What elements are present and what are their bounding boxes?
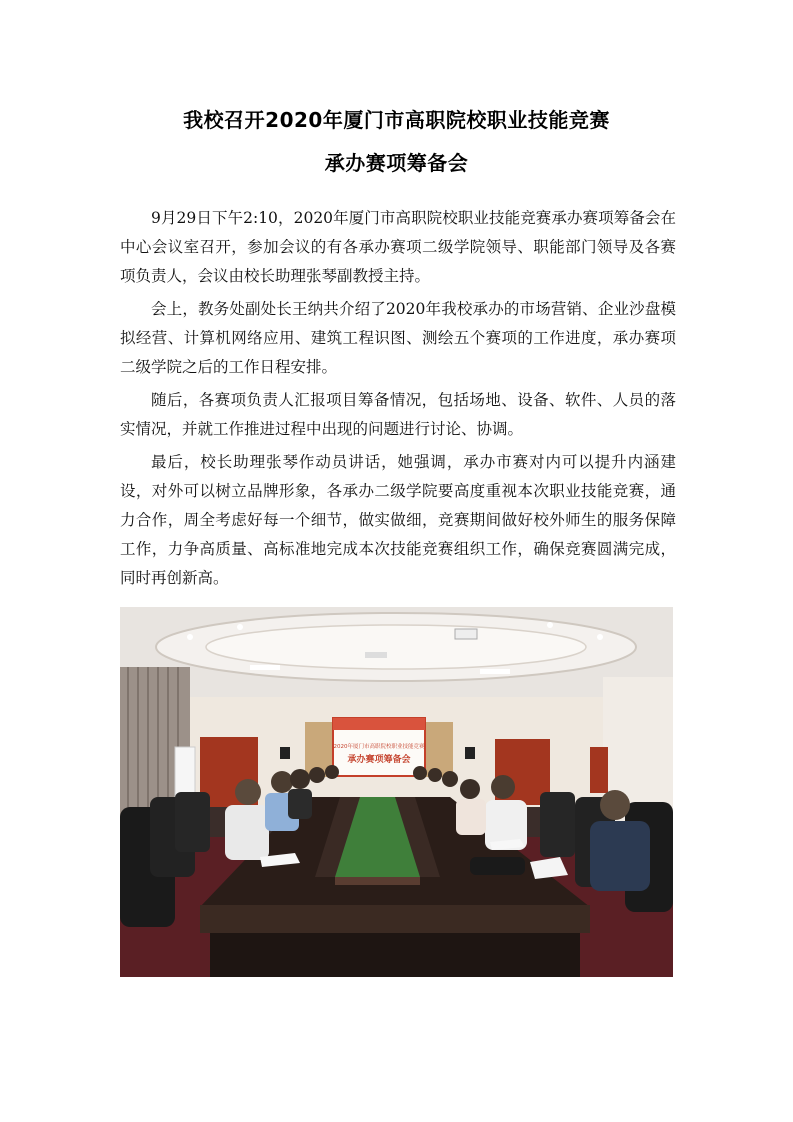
document-title-line2: 承办赛项筹备会: [324, 151, 469, 175]
screen-text-line2: 承办赛项筹备会: [347, 755, 411, 765]
paragraph-1: 9月29日下午2:10，2020年厦门市高职院校职业技能竞赛承办赛项筹备会在中心会议室召开，参加会议的有各承办赛项二级学院领导、职能部门领导及各赛项负责人，会议由校长助理张琴副教授主持。: [120, 209, 676, 285]
document-title-line1: 我校召开2020年厦门市高职院校职业技能竞赛: [183, 108, 610, 132]
article-body: [120, 204, 676, 597]
paragraph-3: 随后，各赛项负责人汇报项目筹备情况，包括场地、设备、软件、人员的落实情况，并就工作推进过程中出现的问题进行讨论、协调。: [120, 391, 676, 438]
meeting-photo: [120, 607, 673, 977]
screen-text-line1: 2020年厦门市高职院校职业技能竞赛: [333, 744, 425, 750]
paragraph-4: 最后，校长助理张琴作动员讲话，她强调，承办市赛对内可以提升内涵建设，对外可以树立品牌形象，各承办二级学院要高度重视本次职业技能竞赛，通力合作，周全考虑好每一个细节，做实做细，竞赛期间做好校外师生的服务保障工作，力争高质量、高标准地完成本次技能竞赛组织工作，确保竞赛圆满完成，同时再创新高。: [120, 453, 676, 587]
paragraph-2: 会上，教务处副处长王纳共介绍了2020年我校承办的市场营销、企业沙盘模拟经营、计算机网络应用、建筑工程识图、测绘五个赛项的工作进度，承办赛项二级学院之后的工作日程安排。: [120, 300, 676, 376]
